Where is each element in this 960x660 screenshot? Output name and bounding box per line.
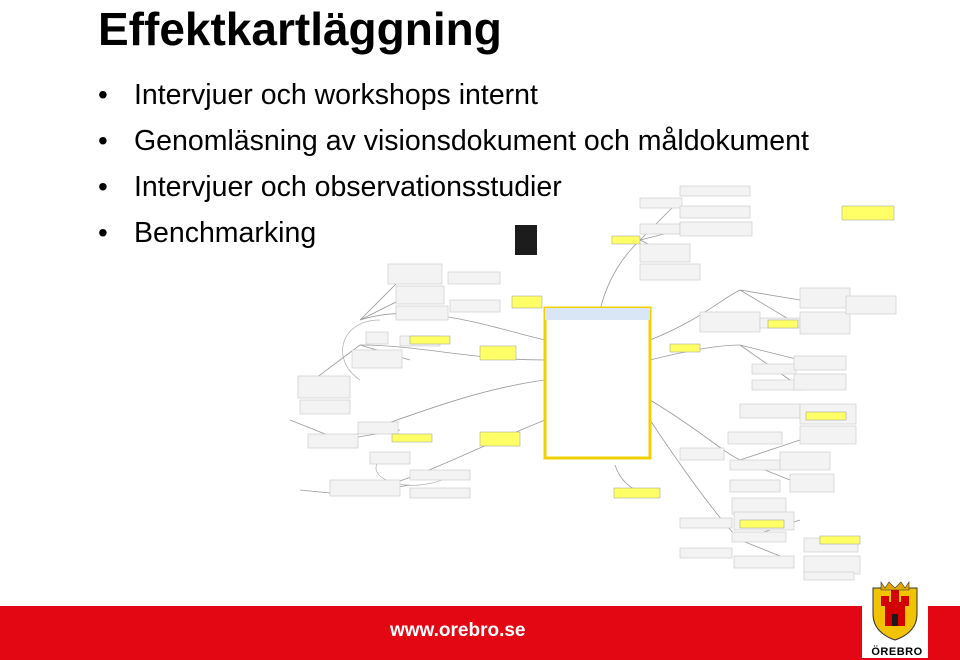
footer-bar bbox=[0, 606, 960, 660]
orebro-logo-text: ÖREBRO bbox=[871, 646, 923, 658]
footer-url[interactable]: www.orebro.se bbox=[390, 620, 526, 641]
bullet-item: • Genomläsning av visionsdokument och måldokument bbox=[98, 118, 809, 164]
bullet-item: • Intervjuer och observationsstudier bbox=[98, 164, 809, 210]
bullet-item: • Benchmarking bbox=[98, 210, 809, 256]
bullet-item: • Intervjuer och workshops internt bbox=[98, 72, 809, 118]
bullet-list bbox=[98, 72, 809, 256]
slide-title: Effektkartläggning bbox=[98, 3, 502, 55]
